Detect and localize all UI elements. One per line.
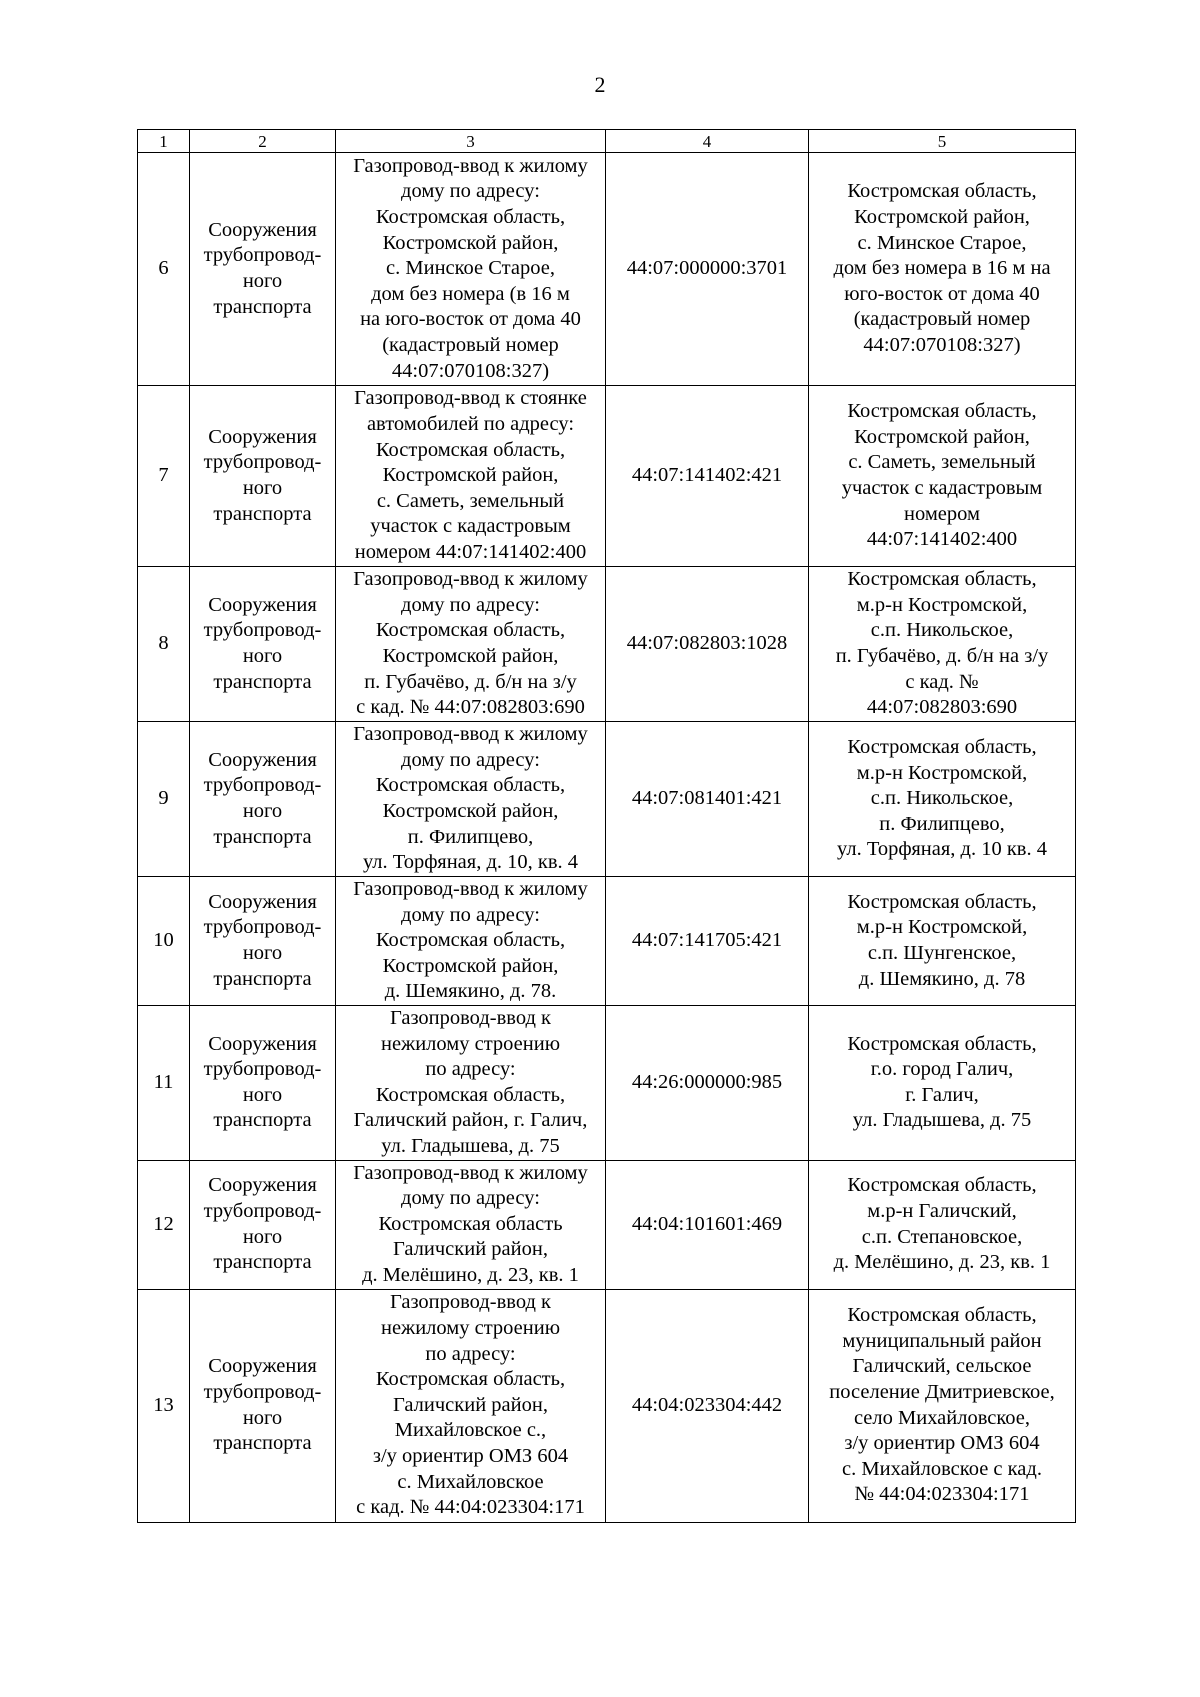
header-row	[138, 130, 1076, 153]
table-row	[138, 1006, 1076, 1161]
object-name: Газопровод-ввод к жилому дому по адресу: Костромская область, Костромской район, д. Шемякино, д. 78.	[336, 877, 606, 1006]
row-number: 9	[138, 722, 190, 877]
row-number: 6	[138, 153, 190, 386]
page-number: 2	[594, 72, 606, 97]
cadastral-number: 44:07:141705:421	[606, 877, 809, 1006]
object-address: Костромская область, муниципальный район Галичский, сельское поселение Дмитриевское, село Михайловское, з/у ориентир ОМЗ 604 с. Михайловское с кад. № 44:04:023304:171	[809, 1289, 1076, 1522]
object-name: Газопровод-ввод к жилому дому по адресу: Костромская область, Костромской район, с. Минское Старое, дом без номера (в 16 м на юго-восток от дома 40 (кадастровый номер 44:07:070108:327)	[336, 153, 606, 386]
cadastral-number: 44:07:141402:421	[606, 386, 809, 567]
row-number: 8	[138, 567, 190, 722]
object-type: Сооружения трубопровод- ного транспорта	[190, 153, 336, 386]
object-name: Газопровод-ввод к нежилому строению по адресу: Костромская область, Галичский район, Михайловское с., з/у ориентир ОМЗ 604 с. Михайловское с кад. № 44:04:023304:171	[336, 1289, 606, 1522]
table-row	[138, 1160, 1076, 1289]
table-row	[138, 1289, 1076, 1522]
object-name: Газопровод-ввод к стоянке автомобилей по адресу: Костромская область, Костромской район, с. Саметь, земельный участок с кадастровым номером 44:07:141402:400	[336, 386, 606, 567]
row-number: 12	[138, 1160, 190, 1289]
object-name: Газопровод-ввод к нежилому строению по адресу: Костромская область, Галичский район, г. Галич, ул. Гладышева, д. 75	[336, 1006, 606, 1161]
object-name: Газопровод-ввод к жилому дому по адресу: Костромская область Галичский район, д. Мелёшино, д. 23, кв. 1	[336, 1160, 606, 1289]
column-header: 3	[336, 130, 606, 153]
object-address: Костромская область, м.р-н Костромской, с.п. Никольское, п. Губачёво, д. б/н на з/у с кад. № 44:07:082803:690	[809, 567, 1076, 722]
object-address: Костромская область, м.р-н Костромской, с.п. Никольское, п. Филипцево, ул. Торфяная, д. 10 кв. 4	[809, 722, 1076, 877]
object-address: Костромская область, м.р-н Костромской, с.п. Шунгенское, д. Шемякино, д. 78	[809, 877, 1076, 1006]
object-address: Костромская область, м.р-н Галичский, с.п. Степановское, д. Мелёшино, д. 23, кв. 1	[809, 1160, 1076, 1289]
object-type: Сооружения трубопровод- ного транспорта	[190, 1006, 336, 1161]
object-address: Костромская область, г.о. город Галич, г. Галич, ул. Гладышева, д. 75	[809, 1006, 1076, 1161]
table-row	[138, 567, 1076, 722]
row-number: 7	[138, 386, 190, 567]
column-header: 2	[190, 130, 336, 153]
table-row	[138, 877, 1076, 1006]
row-number: 13	[138, 1289, 190, 1522]
cadastral-number: 44:07:082803:1028	[606, 567, 809, 722]
object-type: Сооружения трубопровод- ного транспорта	[190, 1160, 336, 1289]
cadastral-number: 44:04:023304:442	[606, 1289, 809, 1522]
object-address: Костромская область, Костромской район, с. Минское Старое, дом без номера в 16 м на юго-восток от дома 40 (кадастровый номер 44:07:070108:327)	[809, 153, 1076, 386]
object-type: Сооружения трубопровод- ного транспорта	[190, 567, 336, 722]
table-row	[138, 153, 1076, 386]
column-header: 1	[138, 130, 190, 153]
column-header: 5	[809, 130, 1076, 153]
cadastral-number: 44:26:000000:985	[606, 1006, 809, 1161]
table-row	[138, 722, 1076, 877]
cadastral-number: 44:07:081401:421	[606, 722, 809, 877]
row-number: 10	[138, 877, 190, 1006]
column-header: 4	[606, 130, 809, 153]
table-row	[138, 386, 1076, 567]
cadastral-number: 44:07:000000:3701	[606, 153, 809, 386]
row-number: 11	[138, 1006, 190, 1161]
object-type: Сооружения трубопровод- ного транспорта	[190, 1289, 336, 1522]
object-name: Газопровод-ввод к жилому дому по адресу: Костромская область, Костромской район, п. Губачёво, д. б/н на з/у с кад. № 44:07:082803:690	[336, 567, 606, 722]
object-address: Костромская область, Костромской район, с. Саметь, земельный участок с кадастровым номером 44:07:141402:400	[809, 386, 1076, 567]
object-type: Сооружения трубопровод- ного транспорта	[190, 386, 336, 567]
registry-table	[137, 129, 1076, 1523]
object-type: Сооружения трубопровод- ного транспорта	[190, 722, 336, 877]
cadastral-number: 44:04:101601:469	[606, 1160, 809, 1289]
object-type: Сооружения трубопровод- ного транспорта	[190, 877, 336, 1006]
object-name: Газопровод-ввод к жилому дому по адресу: Костромская область, Костромской район, п. Филипцево, ул. Торфяная, д. 10, кв. 4	[336, 722, 606, 877]
